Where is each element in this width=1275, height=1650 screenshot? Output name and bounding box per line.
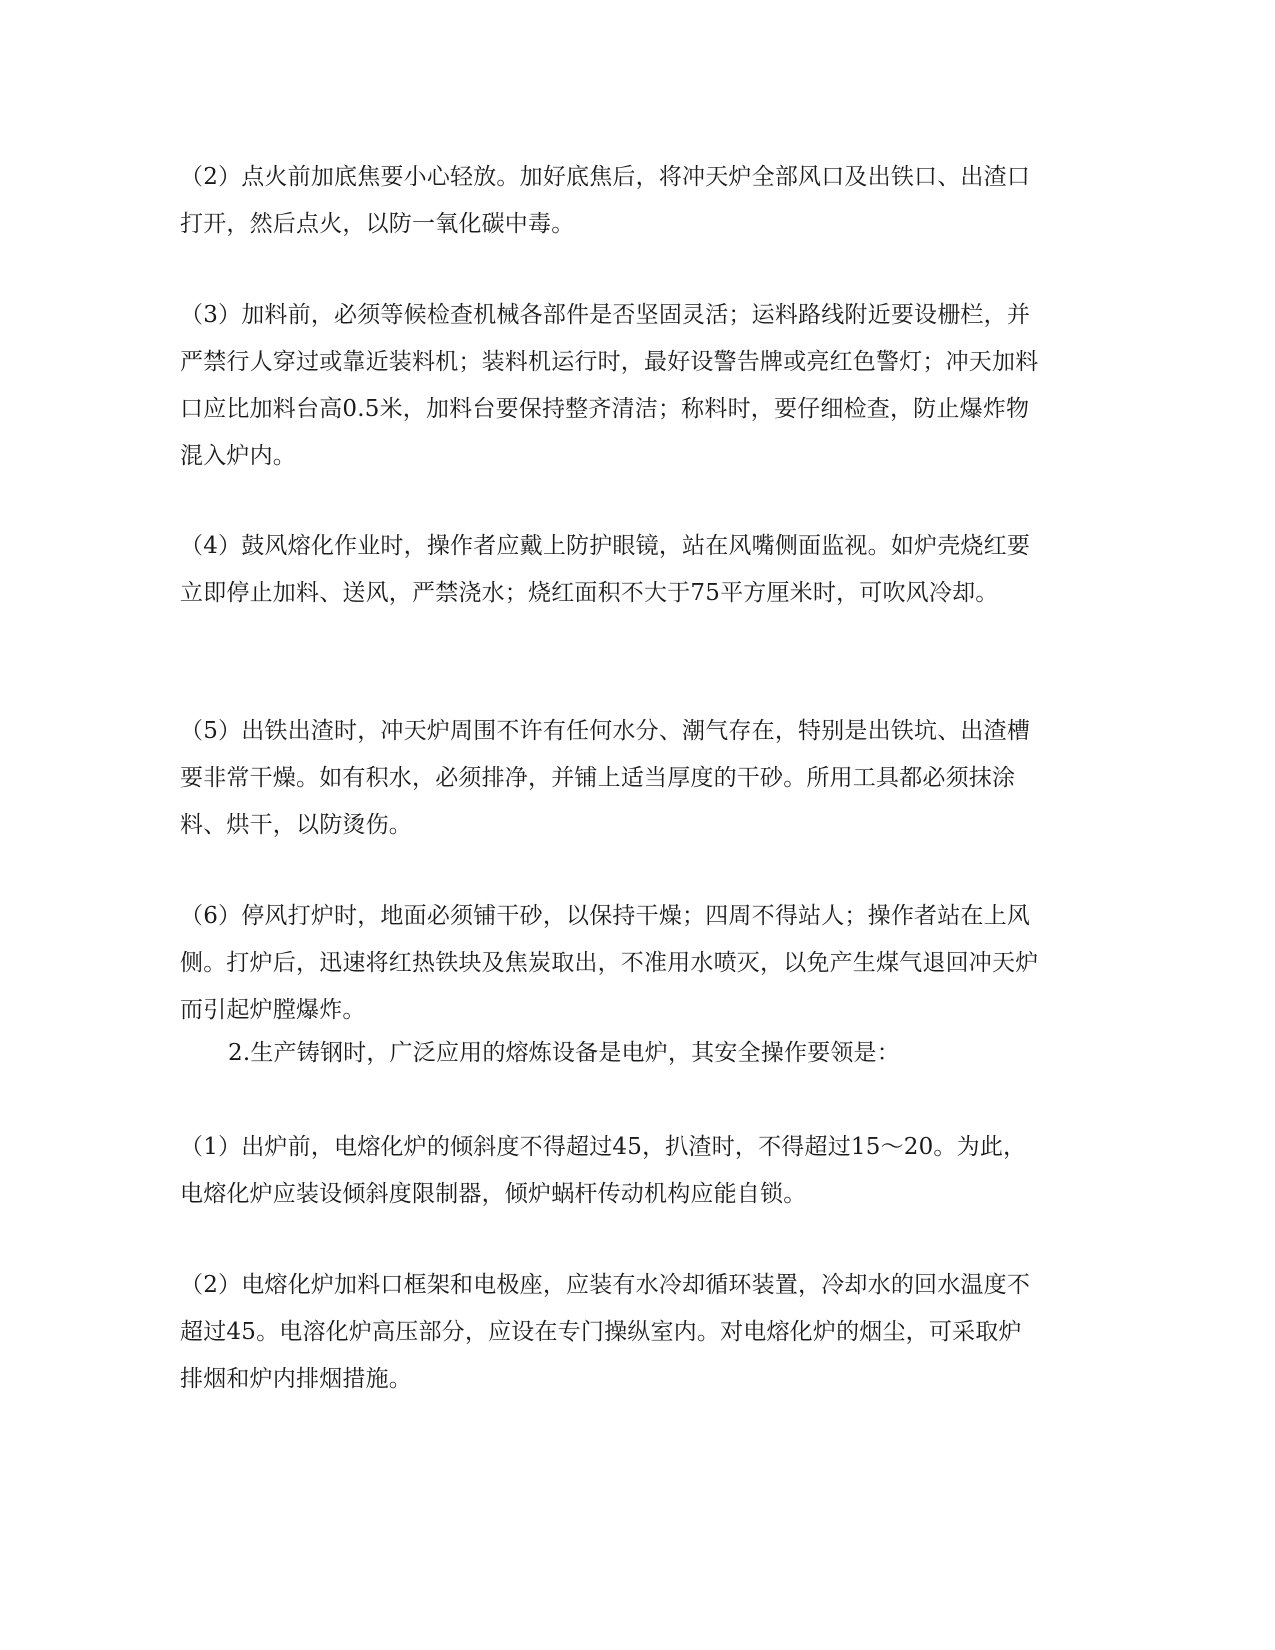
paragraph-cupola-ignition: （2）点火前加底焦要小心轻放。加好底焦后，将冲天炉全部风口及出铁口、出渣口打开，然后点火，以防一氧化碳中毒。 (180, 164, 1031, 237)
section-heading-electric-furnace: 2.生产铸钢时，广泛应用的熔炼设备是电炉，其安全操作要领是： (228, 1040, 900, 1066)
paragraph-furnace-cooling: （2）电熔化炉加料口框架和电极座，应装有水冷却循环装置，冷却水的回水温度不超过45。电溶化炉高压部分，应设在专门操纵室内。对电熔化炉的烟尘，可采取炉排烟和炉内排烟措施。 (180, 1272, 1031, 1392)
paragraph-cupola-tapping: （5）出铁出渣时，冲天炉周围不许有任何水分、潮气存在，特别是出铁坑、出渣槽要非常干燥。如有积水，必须排净，并铺上适当厚度的干砂。所用工具都必须抹涂料、烘干，以防烫伤。 (180, 718, 1031, 838)
paragraph-cupola-shutdown: （6）停风打炉时，地面必须铺干砂，以保持干燥；四周不得站人；操作者站在上风侧。打炉后，迅速将红热铁块及焦炭取出，不准用水喷灭，以免产生煤气退回冲天炉而引起炉膛爆炸。 (180, 903, 1039, 1023)
paragraph-cupola-blowing: （4）鼓风熔化作业时，操作者应戴上防护眼镜，站在风嘴侧面监视。如炉壳烧红要立即停止加料、送风，严禁浇水；烧红面积不大于75平方厘米时，可吹风冷却。 (180, 533, 1031, 606)
paragraph-furnace-tilting: （1）出炉前，电熔化炉的倾斜度不得超过45，扒渣时，不得超过15～20。为此，电熔化炉应装设倾斜度限制器，倾炉蜗杆传动机构应能自锁。 (180, 1134, 1027, 1207)
paragraph-cupola-charging: （3）加料前，必须等候检查机械各部件是否坚固灵活；运料路线附近要设栅栏，并严禁行人穿过或靠近装料机；装料机运行时，最好设警告牌或亮红色警灯；冲天加料口应比加料台高0.5米，加料台要保持整齐清洁；称料时，要仔细检查，防止爆炸物混入炉内。 (180, 302, 1039, 469)
